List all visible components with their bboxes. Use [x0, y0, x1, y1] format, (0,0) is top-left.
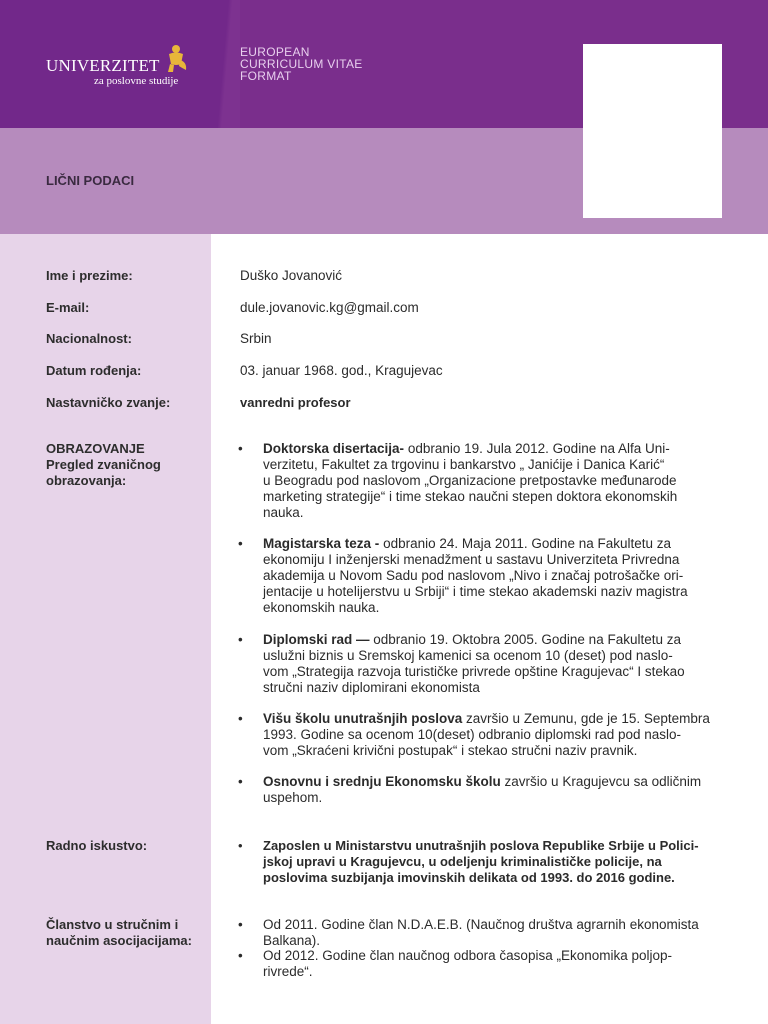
- education-item: [238, 774, 728, 806]
- bullet-icon: •: [238, 536, 243, 551]
- section-title: LIČNI PODACI: [46, 173, 135, 188]
- title-value: vanredni profesor: [240, 395, 351, 410]
- experience-item: [238, 838, 728, 886]
- education-label-line: obrazovanja:: [46, 473, 127, 488]
- education-item-text: nauka.: [263, 505, 304, 520]
- cv-format-line: FORMAT: [240, 69, 292, 83]
- education-item-text: ekonomiju I inženjerski menadžment u sastavu Univerziteta Privredna: [263, 552, 680, 567]
- education-item-text: verzitetu, Fakultet za trgovinu i bankarstvo „ Janićije i Danica Karić“: [263, 457, 665, 472]
- education-item-title: Doktorska disertacija-: [263, 441, 405, 456]
- name-value: Duško Jovanović: [240, 268, 343, 283]
- title-label: Nastavničko zvanje:: [46, 395, 171, 410]
- bullet-icon: •: [238, 711, 243, 726]
- logo-sub-text: za poslovne studije: [94, 75, 179, 87]
- education-item-text: završio u Zemunu, gde je 15. Septembra: [462, 711, 710, 726]
- membership-label-line: Članstvo u stručnim i: [46, 917, 179, 932]
- bullet-icon: •: [238, 838, 243, 853]
- education-item-text: ekonomskih nauka.: [263, 600, 380, 615]
- bullet-icon: •: [238, 917, 243, 932]
- membership-item: [238, 917, 728, 949]
- header-divider: [210, 0, 240, 128]
- membership-label: [46, 917, 206, 949]
- name-label: Ime i prezime:: [46, 268, 133, 283]
- education-item-text: stručni naziv diplomirani ekonomista: [263, 680, 480, 695]
- education-item-text: uslužni biznis u Sremskoj kamenici sa ocenom 10 (deset) pod naslo-: [263, 648, 673, 663]
- cv-format-line: CURRICULUM VITAE: [240, 57, 363, 71]
- education-item-text: akademija u Novom Sadu pod naslovom „Nivo i značaj potrošačke ori-: [263, 568, 684, 583]
- university-logo: [46, 56, 196, 96]
- membership-label-line: naučnim asocijacijama:: [46, 933, 192, 948]
- education-item-text: uspehom.: [263, 790, 323, 805]
- email-label: E-mail:: [46, 300, 90, 315]
- experience-text: Zaposlen u Ministarstvu unutrašnjih poslova Republike Srbije u Polici-: [263, 838, 699, 853]
- education-label-line: OBRAZOVANJE: [46, 441, 145, 456]
- nationality-value: Srbin: [240, 331, 272, 346]
- education-item-title: Magistarska teza -: [263, 536, 380, 551]
- education-item: [238, 711, 728, 759]
- education-item: [238, 441, 728, 521]
- photo-placeholder: [583, 44, 722, 218]
- cv-format-line: EUROPEAN: [240, 45, 310, 59]
- birthdate-label: Datum rođenja:: [46, 363, 142, 378]
- logo-emblem-icon: [164, 42, 190, 74]
- education-item-text: 1993. Godine sa ocenom 10(deset) odbranio diplomski rad pod naslo-: [263, 727, 682, 742]
- email-value: dule.jovanovic.kg@gmail.com: [240, 300, 419, 315]
- education-item-text: marketing strategije“ i time stekao naučni stepen doktora ekonomskih: [263, 489, 678, 504]
- education-item-title: Osnovnu i srednju Ekonomsku školu: [263, 774, 501, 789]
- experience-text: poslovima suzbijanja imovinskih delikata od 1993. do 2016 godine.: [263, 870, 675, 885]
- education-item-text: jentacije u hotelijerstvu u Srbiji“ i time stekao akademski naziv magistra: [263, 584, 688, 599]
- experience-text: jskoj upravi u Kragujevcu, u odeljenju kriminalističke policije, na: [263, 854, 662, 869]
- membership-text: rivrede“.: [263, 964, 313, 979]
- education-label: [46, 441, 206, 489]
- education-item: [238, 536, 728, 616]
- education-item-text: vom „Skraćeni krivični postupak“ i stekao stručni naziv pravnik.: [263, 743, 638, 758]
- logo-main-text: UNIVERZITET: [46, 56, 160, 75]
- bullet-icon: •: [238, 632, 243, 647]
- education-item-text: završio u Kragujevcu sa odličnim: [500, 774, 702, 789]
- bullet-icon: •: [238, 774, 243, 789]
- education-item-text: odbranio 19. Oktobra 2005. Godine na Fakultetu za: [369, 632, 681, 647]
- experience-label: Radno iskustvo:: [46, 838, 148, 853]
- education-label-line: Pregled zvaničnog: [46, 457, 161, 472]
- education-item-text: odbranio 24. Maja 2011. Godine na Fakultetu za: [379, 536, 672, 551]
- membership-text: Balkana).: [263, 933, 321, 948]
- education-item-title: Diplomski rad —: [263, 632, 370, 647]
- bullet-icon: •: [238, 948, 243, 963]
- education-item: [238, 632, 728, 696]
- cv-format-title: [240, 46, 440, 82]
- label-column: [0, 234, 211, 1024]
- education-item-text: odbranio 19. Jula 2012. Godine na Alfa Uni-: [404, 441, 670, 456]
- bullet-icon: •: [238, 441, 243, 456]
- membership-text: Od 2011. Godine član N.D.A.E.B. (Naučnog društva agrarnih ekonomista: [263, 917, 699, 932]
- education-item-text: vom „Strategija razvoja turističke privrede opštine Kragujevac“ I stekao: [263, 664, 685, 679]
- education-item-title: Višu školu unutrašnjih poslova: [263, 711, 463, 726]
- membership-text: Od 2012. Godine član naučnog odbora časopisa „Ekonomika poljop-: [263, 948, 673, 963]
- education-item-text: u Beogradu pod naslovom „Organizacione pretpostavke međunarode: [263, 473, 677, 488]
- membership-item: [238, 948, 728, 980]
- nationality-label: Nacionalnost:: [46, 331, 132, 346]
- birthdate-value: 03. januar 1968. god., Kragujevac: [240, 363, 443, 378]
